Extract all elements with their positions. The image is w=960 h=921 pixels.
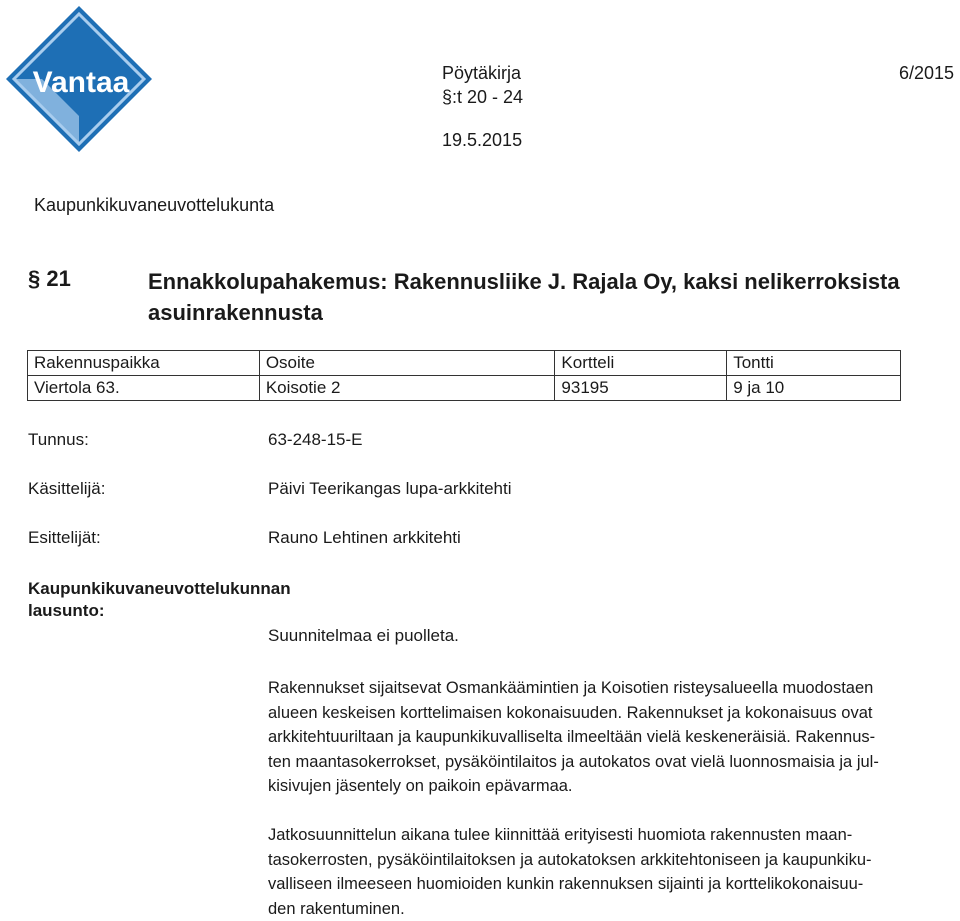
paragraph-line: valliseen ilmeeseen huomioiden kunkin rakennuksen sijainti ja korttelikokonaisuu- [268,872,948,897]
section-number: § 21 [28,266,71,292]
table-header-row [28,351,901,376]
paragraph-line: alueen keskeisen korttelimaisen kokonaisuuden. Rakennukset ja kokonaisuus ovat [268,701,948,726]
organization-name: Kaupunkikuvaneuvottelukunta [34,195,274,216]
table-header-cell: Rakennuspaikka [28,351,260,376]
meeting-date: 19.5.2015 [442,129,522,151]
paragraph-line: Jatkosuunnittelun aikana tulee kiinnittää erityisesti huomiota rakennusten maan- [268,823,948,848]
esittelijat-label: Esittelijät: [28,528,101,548]
table-header-cell: Osoite [259,351,555,376]
table-row [28,376,901,401]
statement-label-line2: lausunto: [28,600,348,622]
statement-label [28,578,348,622]
vantaa-logo [4,4,154,154]
esittelijat-value: Rauno Lehtinen arkkitehti [268,528,461,548]
statement-paragraph-1 [268,676,948,799]
logo-text: Vantaa [33,66,130,99]
site-table [27,350,901,401]
paragraph-line: ten maantasokerrokset, pysäköintilaitos ja autokatos ovat vielä luonnosmaisia ja jul- [268,750,948,775]
kasittelija-value: Päivi Teerikangas lupa-arkkitehti [268,479,511,499]
table-header-cell: Tontti [727,351,901,376]
paragraph-line: kisivujen jäsentely on paikoin epävarmaa. [268,774,948,799]
tunnus-value: 63-248-15-E [268,430,363,450]
doc-type: Pöytäkirja [442,62,521,84]
table-cell: 93195 [555,376,727,401]
section-title: Ennakkolupahakemus: Rakennusliike J. Rajala Oy, kaksi nelikerroksista asuinrakennusta [148,266,928,328]
table-header-cell: Kortteli [555,351,727,376]
paragraph-line: den rakentuminen. [268,897,948,921]
paragraph-range: §:t 20 - 24 [442,86,523,108]
tunnus-label: Tunnus: [28,430,89,450]
paragraph-line: tasokerrosten, pysäköintilaitoksen ja autokatoksen arkkitehtoniseen ja kaupunkiku- [268,848,948,873]
statement-paragraph-2 [268,823,948,921]
paragraph-line: Rakennukset sijaitsevat Osmankäämintien ja Koisotien risteysalueella muodostaen [268,676,948,701]
table-cell: Koisotie 2 [259,376,555,401]
statement-verdict: Suunnitelmaa ei puolleta. [268,626,459,646]
table-cell: 9 ja 10 [727,376,901,401]
table-cell: Viertola 63. [28,376,260,401]
doc-number: 6/2015 [899,62,954,84]
statement-label-line1: Kaupunkikuvaneuvottelukunnan [28,578,348,600]
paragraph-line: arkkitehtuuriltaan ja kaupunkikuvalliselta ilmeeltään vielä keskeneräisiä. Rakennus- [268,725,948,750]
kasittelija-label: Käsittelijä: [28,479,105,499]
